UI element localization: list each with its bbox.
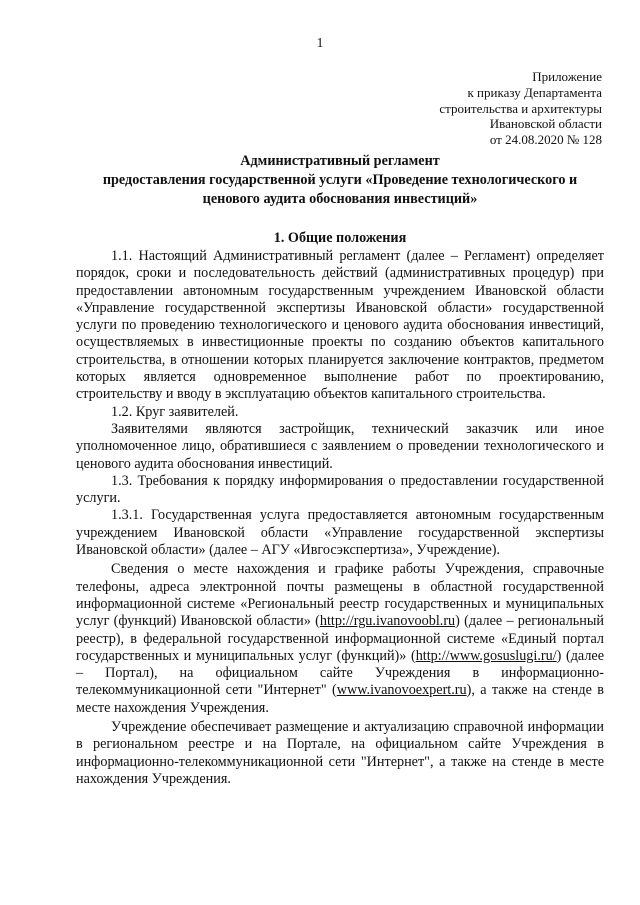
paragraph-applicants: Заявителями являются застройщик, технический заказчик или иное уполномоченное лицо, обратившиеся с заявлением о проведении технологического и ценового аудита обоснования инвестиций.: [76, 420, 604, 472]
title-line: ценового аудита обоснования инвестиций»: [202, 191, 478, 207]
paragraph-1-3: 1.3. Требования к порядку информирования о предоставлении государственной услуги.: [76, 472, 604, 507]
appendix-line: строительства и архитектуры: [439, 100, 602, 116]
title-line: предоставления государственной услуги «Проведение технологического и: [102, 172, 578, 188]
section-heading: 1. Общие положения: [273, 230, 407, 246]
page-number: 1: [316, 35, 324, 50]
appendix-line: Ивановской области: [489, 116, 602, 132]
paragraph-location-info: [76, 561, 604, 717]
appendix-line: Приложение: [532, 69, 602, 84]
document-body: [76, 248, 604, 788]
appendix-block: [439, 69, 602, 148]
link-ivanovoexpert[interactable]: www.ivanovoexpert.ru: [336, 682, 467, 699]
paragraph-1-3-1: 1.3.1. Государственная услуга предоставляется автономным государственным учреждением Ивановской области «Управление государственной экспертизы Ивановской области» (далее – АГУ «Ивгосэкспертиза», Учреждение).: [76, 507, 604, 559]
paragraph-info-update: Учреждение обеспечивает размещение и актуализацию справочной информации в региональном реестре и на Портале, на официальном сайте Учреждения в информационно-телекоммуникационной сети "Интернет", а также на стенде в месте нахождения Учреждения.: [76, 719, 604, 787]
document-title: [74, 152, 606, 209]
appendix-line: от 24.08.2020 № 128: [489, 132, 602, 148]
text-fragment: Сведения о месте нахождения и графике работы Учреждения, справочные телефоны, адреса электронной почты размещены в областной государственной информационной системе «Региональный реестр государственных и муниципальных услуг (функций) Ивановской области» (: [76, 561, 604, 630]
text-fragment: ) (далее – Портал), на официальном сайте Учреждения в информационно-телекоммуникационной сети "Интернет" (: [76, 647, 605, 699]
link-gosuslugi[interactable]: http://www.gosuslugi.ru/: [415, 647, 557, 664]
appendix-line: к приказу Департамента: [467, 84, 602, 100]
text-fragment: ), а также на стенде в месте нахождения Учреждения.: [76, 682, 604, 716]
paragraph-1-2: 1.2. Круг заявителей.: [111, 403, 239, 420]
title-line: Административный регламент: [240, 153, 440, 169]
link-rgu-ivanovoobl[interactable]: http://rgu.ivanovoobl.ru: [319, 613, 456, 630]
text-fragment: ) (далее – региональный реестр), в федеральной государственной информационной системе «Единый портал государственных и муниципальных услуг (функций)» (: [76, 613, 604, 664]
paragraph-1-1: 1.1. Настоящий Административный регламент (далее – Регламент) определяет порядок, сроки и последовательность действий (административных процедур) при предоставлении автономным государственным учреждением Ивановской области «Управление государственной экспертизы Ивановской области» государственной услуги по проведению технологического и ценового аудита обоснования инвестиций, осуществляемых в инвестиционные проекты по созданию объектов капитального строительства, в отношении которых планируется заключение контрактов, предметом которых является одновременное выполнение работ по проектированию, строительству и вводу в эксплуатацию объектов капитального строительства.: [76, 248, 604, 403]
